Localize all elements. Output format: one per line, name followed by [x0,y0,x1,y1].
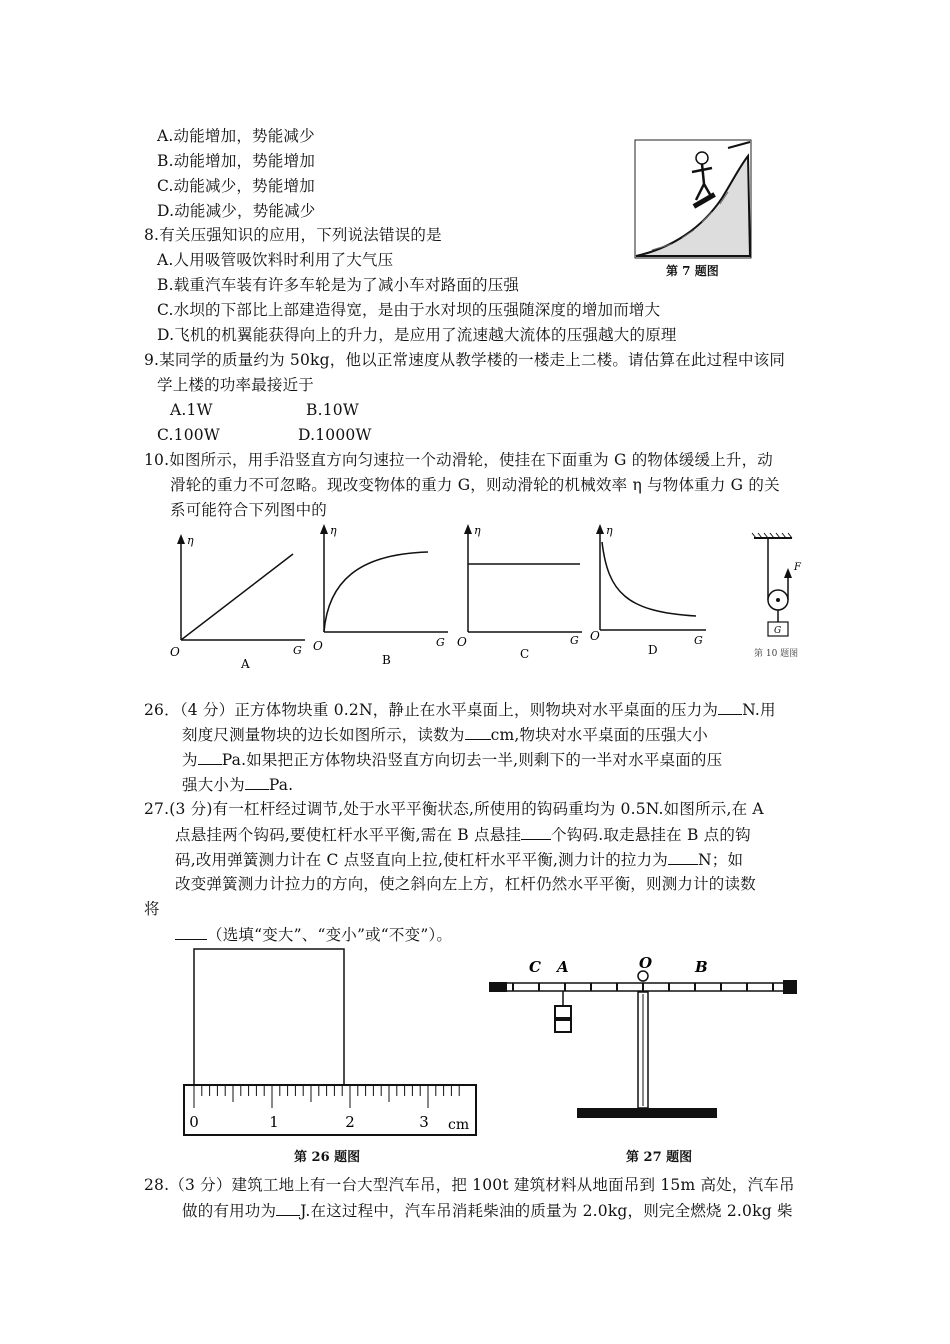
pulley-weight-label: G [774,626,782,636]
q10-graph-c [452,522,597,662]
q26-blank-4[interactable] [245,774,269,790]
q26-blank-3[interactable] [198,749,222,765]
q10-a-label: A [241,657,250,670]
q27-figure [485,950,805,1130]
q26-line4-b: Pa. [268,776,294,794]
q26-figure [180,945,480,1145]
lever-label-c: C [529,958,541,976]
q9-option-d: D.1000W [298,426,372,444]
q27-line3-a: 码,改用弹簧测力计在 C 点竖直向上拉,使杠杆水平平衡,测力计的拉力为 [175,851,668,869]
q27-line2-a: 点悬挂两个钩码,要使杠杆水平平衡,需在 B 点悬挂 [175,826,522,844]
q26-line3-a: 为 [182,751,198,769]
lever-label-b: B [695,958,708,976]
q26-line2 [182,724,708,745]
q10-line3: 系可能符合下列图中的 [170,501,328,519]
ruler-label-3: 3 [419,1113,429,1131]
q27-line2-b: 个钩码.取走悬挂在 B 点的钩 [551,826,751,844]
q10-b-y-label: η [330,524,337,537]
q27-line1: 27.(3 分)有一杠杆经过调节,处于水平平衡状态,所使用的钩码重均为 0.5N.如图所示,在 A [144,800,764,818]
q10-graph-a [165,530,310,670]
q27-line2 [175,824,751,845]
q10-line1: 10.如图所示，用手沿竖直方向匀速拉一个动滑轮，使挂在下面重为 G 的物体缓缓上升，动 [144,451,773,469]
q10-c-y-label: η [474,524,481,537]
q26-blank-2[interactable] [465,724,491,740]
q10-d-x-label: G [694,634,703,647]
q27-blank-1[interactable] [521,824,551,840]
q8-option-a: A.人用吸管吸饮料时利用了大气压 [157,251,394,269]
q10-graph-b [308,522,453,667]
ruler-unit: cm [448,1117,470,1133]
q10-d-y-label: η [606,524,613,537]
q26-blank-1[interactable] [718,699,742,715]
q8-option-b: B.载重汽车装有许多车轮是为了减小车对路面的压强 [157,276,520,294]
q10-d-label: D [648,643,658,657]
q10-pulley-figure [748,532,818,662]
q10-d-origin: O [590,629,600,643]
q7-option-b: B.动能增加，势能增加 [157,152,316,170]
q26-line1-a: 26．（4 分）正方体物块重 0.2N，静止在水平桌面上，则物块对水平桌面的压力为 [144,701,719,719]
q27-figure-caption: 第 27 题图 [626,1150,693,1165]
lever-label-a: A [557,958,569,976]
q28-line2 [182,1200,793,1221]
q27-line6-text: （选填“变大”、“变小”或“不变”）。 [207,926,453,944]
q10-a-y-label: η [187,534,194,547]
q10-graph-d [586,522,711,662]
q27-line5: 将 [144,900,160,918]
q28-line1: 28.（3 分）建筑工地上有一台大型汽车吊，把 100t 建筑材料从地面吊到 15m 高处，汽车吊 [144,1176,795,1194]
q10-a-origin: O [170,645,180,659]
q28-line2-a: 做的有用功为 [182,1202,277,1220]
q9-option-c: C.100W [157,426,220,444]
q9-option-b: B.10W [306,401,359,419]
q28-line2-b: J.在这过程中，汽车吊消耗柴油的质量为 2.0kg，则完全燃烧 2.0kg 柴 [300,1202,793,1220]
q27-line4: 改变弹簧测力计拉力的方向，使之斜向左上方，杠杆仍然水平平衡，则测力计的读数 [175,875,756,893]
q26-line2-b: cm,物块对水平桌面的压强大小 [490,726,708,744]
ruler-label-2: 2 [345,1113,355,1131]
lever-label-o: O [639,954,653,972]
ruler-label-1: 1 [269,1113,279,1131]
q26-line3 [182,749,722,770]
q7-option-d: D.动能减少，势能减少 [157,202,316,220]
q7-figure-caption: 第 7 题图 [666,264,719,278]
q10-c-x-label: G [570,634,579,647]
q10-c-origin: O [457,635,467,649]
q7-figure [632,138,754,263]
q10-line2: 滑轮的重力不可忽略。现改变物体的重力 G，则动滑轮的机械效率 η 与物体重力 G 的关 [170,476,780,494]
q8-stem: 8.有关压强知识的应用，下列说法错误的是 [144,226,442,244]
q10-c-label: C [520,647,530,661]
q26-line1 [144,699,776,720]
pulley-caption: 第 10 题图 [754,649,799,659]
q26-line2-a: 刻度尺测量物块的边长如图所示，读数为 [182,726,465,744]
q26-figure-caption: 第 26 题图 [294,1150,361,1165]
q27-line3 [175,849,743,870]
q7-option-a: A.动能增加，势能减少 [157,127,315,145]
q10-b-origin: O [313,639,323,653]
q8-option-c: C.水坝的下部比上部建造得宽，是由于水对坝的压强随深度的增加而增大 [157,301,661,319]
q10-b-label: B [382,653,391,667]
q10-b-x-label: G [436,636,445,649]
q27-blank-2[interactable] [668,849,698,865]
q27-blank-3[interactable] [175,924,207,940]
q26-line1-b: N.用 [742,701,776,719]
q10-a-x-label: G [293,644,302,657]
q26-line4 [182,774,293,795]
q27-line3-b: N；如 [698,851,744,869]
ruler-label-0: 0 [189,1113,199,1131]
q9-stem-line2: 学上楼的功率最接近于 [157,376,315,394]
pulley-force-label: F [794,562,801,573]
q28-blank-1[interactable] [276,1200,300,1216]
q26-line3-b: Pa.如果把正方体物块沿竖直方向切去一半,则剩下的一半对水平桌面的压 [221,751,723,769]
q26-line4-a: 强大小为 [182,776,245,794]
q7-option-c: C.动能减少，势能增加 [157,177,315,195]
q9-option-a: A.1W [170,401,213,419]
q8-option-d: D.飞机的机翼能获得向上的升力，是应用了流速越大流体的压强越大的原理 [157,326,677,344]
q9-stem-line1: 9.某同学的质量约为 50kg，他以正常速度从教学楼的一楼走上二楼。请估算在此过程中该同 [144,351,786,369]
q27-line6 [175,924,452,945]
